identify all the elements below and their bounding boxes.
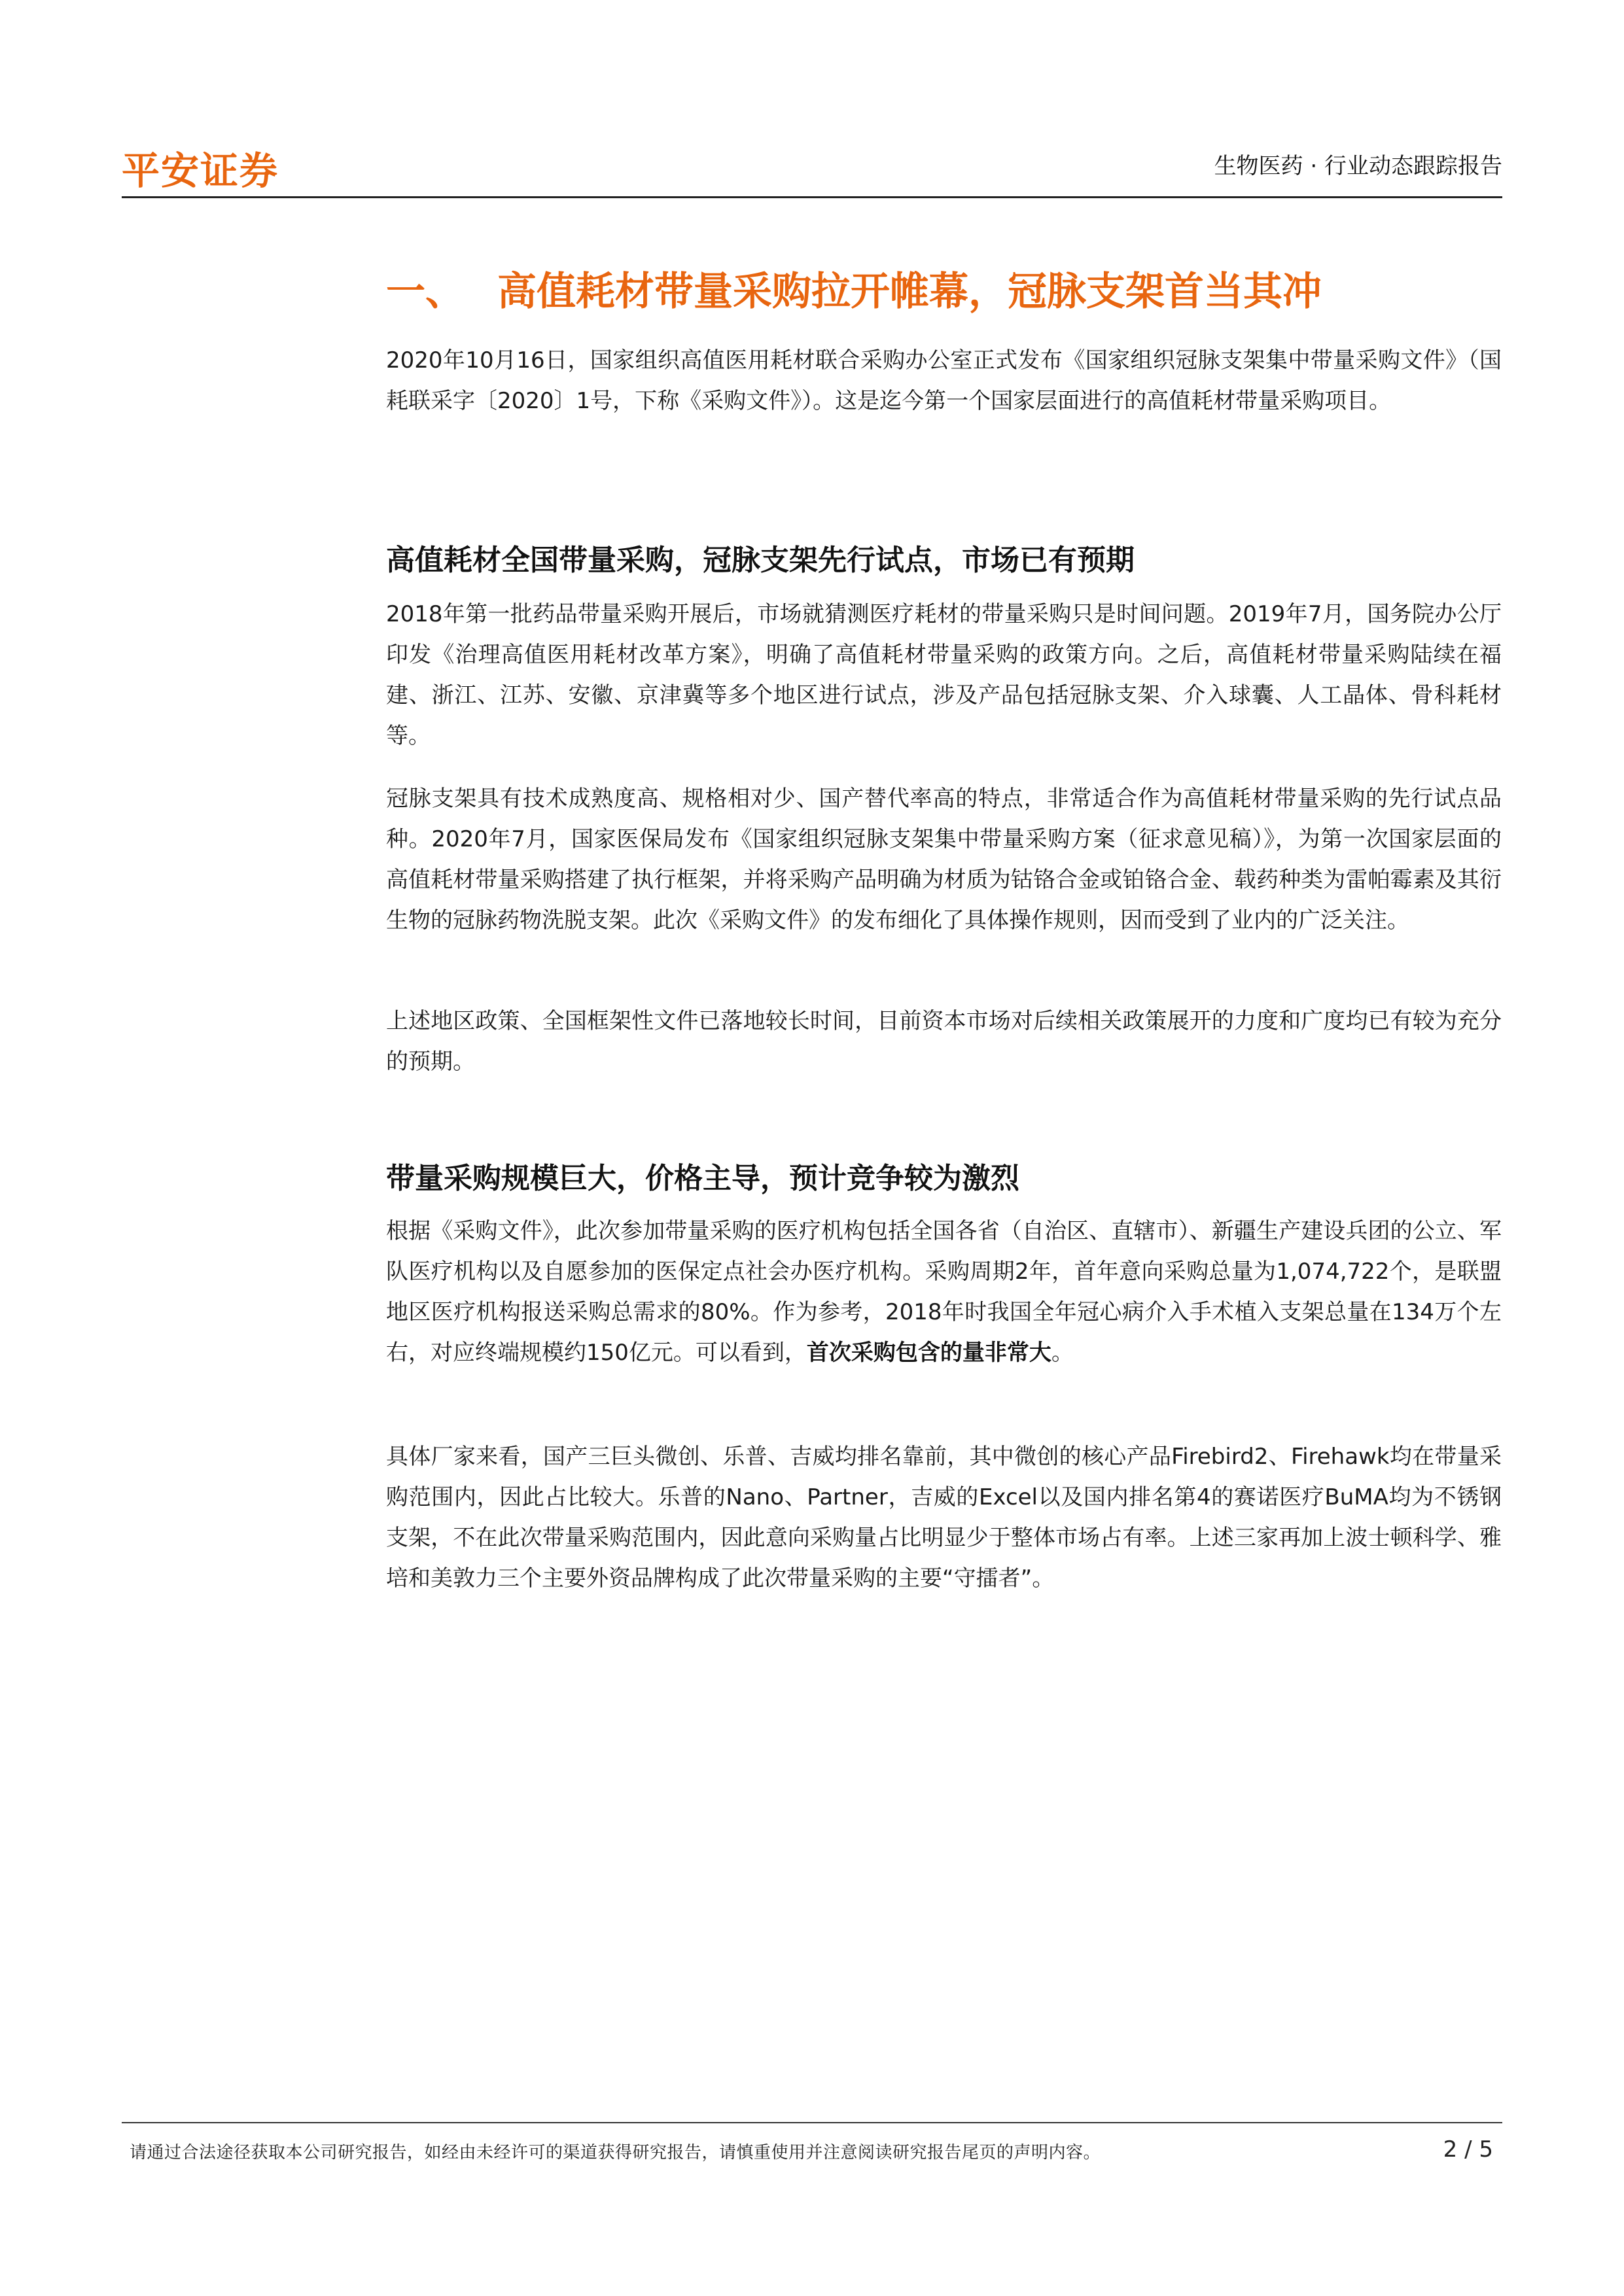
subsection-heading-1: 高值耗材全国带量采购，冠脉支架先行试点，市场已有预期 [386,544,1135,577]
emphasis-text: 首次采购包含的量非常大 [806,1340,1051,1366]
section-title: 高值耗材带量采购拉开帷幕，冠脉支架首当其冲 [497,269,1322,315]
paragraph [386,1211,1502,1373]
footer-disclaimer: 请通过合法途径获取本公司研究报告，如经由未经许可的渠道获得研究报告，请慎重使用并注意阅读研究报告尾页的声明内容。 [130,2143,1101,2163]
paragraph-text-end: 。 [1051,1340,1074,1366]
page-number: 2 / 5 [1443,2136,1493,2163]
section-heading [386,260,1322,317]
paragraph: 上述地区政策、全国框架性文件已落地较长时间，目前资本市场对后续相关政策展开的力度和广度均已有较为充分的预期。 [386,1008,1502,1075]
subsection-heading-2: 带量采购规模巨大，价格主导，预计竞争较为激烈 [386,1162,1019,1195]
paragraph: 冠脉支架具有技术成熟度高、规格相对少、国产替代率高的特点，非常适合作为高值耗材带量采购的先行试点品种。2020年7月，国家医保局发布《国家组织冠脉支架集中带量采购方案（征求意见稿）》，为第一次国家层面的高值耗材带量采购搭建了执行框架，并将采购产品明确为材质为钴铬合金或铂铬合金、载药种类为雷帕霉素及其衍生物的冠脉药物洗脱支架。此次《采购文件》的发布细化了具体操作规则，因而受到了业内的广泛关注。 [386,786,1502,933]
company-logo: 平安证券 [122,148,279,193]
section-number: 一、 [386,269,465,315]
paragraph-text: 根据《采购文件》，此次参加带量采购的医疗机构包括全国各省（自治区、直辖市）、新疆生产建设兵团的公立、军队医疗机构以及自愿参加的医保定点社会办医疗机构。采购周期2年，首年意向采购总量为1,074,722个，是联盟地区医疗机构报送采购总需求的80%。作为参考，2018年时我国全年冠心病介入手术植入支架总量在134万个左右，对应终端规模约150亿元。可以看到， [386,1218,1502,1366]
paragraph: 2018年第一批药品带量采购开展后，市场就猜测医疗耗材的带量采购只是时间问题。2019年7月，国务院办公厅印发《治理高值医用耗材改革方案》，明确了高值耗材带量采购的政策方向。之后，高值耗材带量采购陆续在福建、浙江、江苏、安徽、京津冀等多个地区进行试点，涉及产品包括冠脉支架、介入球囊、人工晶体、骨科耗材等。 [386,601,1502,749]
report-type: 生物医药 · 行业动态跟踪报告 [1214,153,1502,179]
section-intro: 2020年10月16日，国家组织高值医用耗材联合采购办公室正式发布《国家组织冠脉支架集中带量采购文件》（国耗联采字〔2020〕1号，下称《采购文件》）。这是迄今第一个国家层面进行的高值耗材带量采购项目。 [386,347,1502,414]
header-divider [122,196,1502,198]
paragraph: 具体厂家来看，国产三巨头微创、乐普、吉威均排名靠前，其中微创的核心产品Firebird2、Firehawk均在带量采购范围内，因此占比较大。乐普的Nano、Partner，吉威的Excel以及国内排名第4的赛诺医疗BuMA均为不锈钢支架，不在此次带量采购范围内，因此意向采购量占比明显少于整体市场占有率。上述三家再加上波士顿科学、雅培和美敦力三个主要外资品牌构成了此次带量采购的主要“守擂者”。 [386,1444,1502,1592]
footer-divider [122,2122,1502,2123]
